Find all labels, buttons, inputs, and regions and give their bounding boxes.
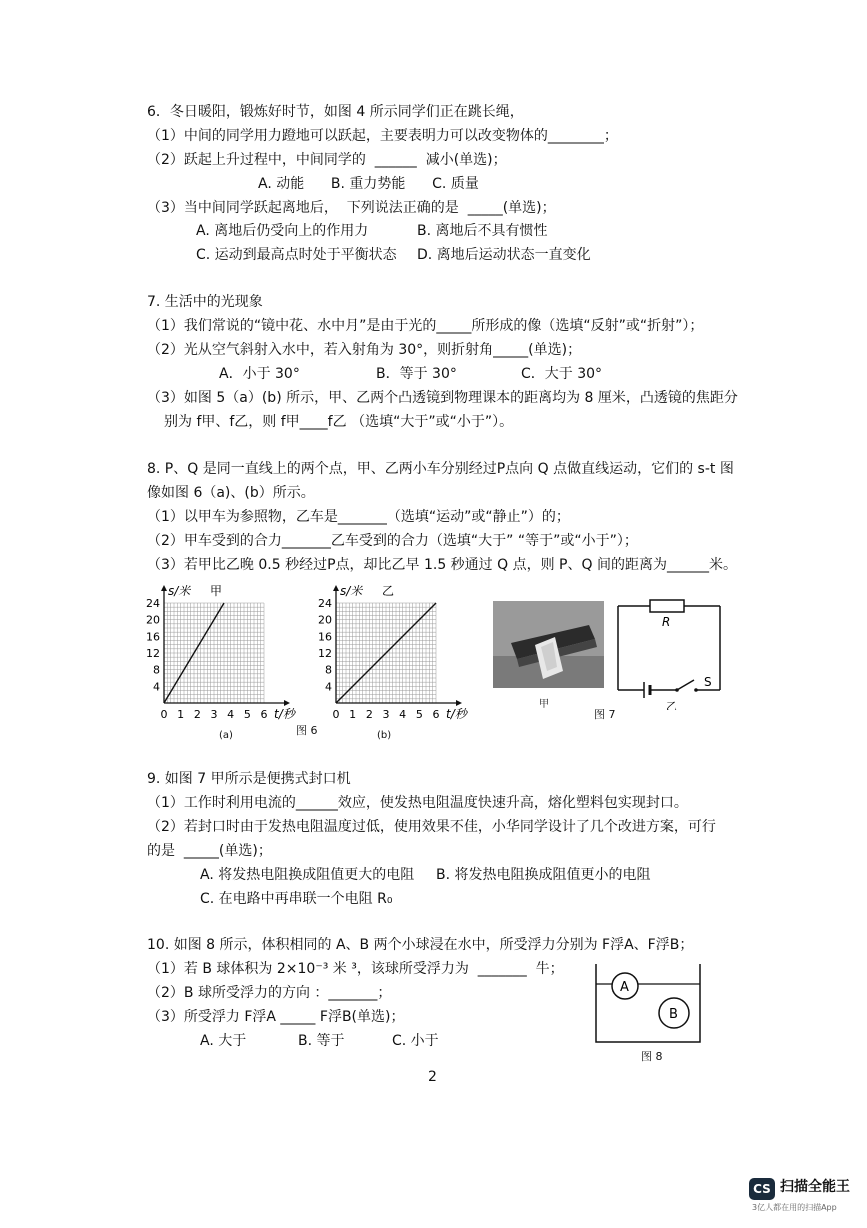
x-tick-label: 6 [260,708,268,721]
y-tick-label: 8 [153,663,160,677]
q6-option-b: B. 离地后不具有惯性 [417,223,548,239]
y-tick-label: 16 [318,630,332,644]
resistor-label: R [662,615,671,629]
fig6-caption: 图 6 [296,724,318,737]
x-tick-label: 0 [160,708,168,721]
y-tick-label: 8 [325,663,332,677]
x-axis-arrow [284,700,290,706]
sealer-photo [493,601,604,688]
q9-option-b: B. 将发热电阻换成阻值更小的电阻 [436,867,651,883]
fig7-photo-label: 甲 [539,699,549,710]
x-tick-label: 5 [415,708,423,721]
x-tick-label: 2 [193,708,201,721]
y-tick-label: 20 [146,613,160,627]
q10-option-c: C. 小于 [392,1033,439,1049]
x-tick-label: 3 [210,708,218,721]
y-tick-label: 20 [318,613,332,627]
x-tick-label: 0 [332,708,340,721]
q7-part1: （1）我们常说的“镜中花、水中月”是由于光的_____所形成的像（选填“反射”或“折射”）； [147,318,704,334]
q7-part3-line1: （3）如图 5（a）(b) 所示，甲、乙两个凸透镜到物理课本的距离均为 8 厘米，凸透镜的焦距分 [147,390,738,406]
scanner-name: 扫描全能王 [780,1179,850,1195]
fig8-caption: 图 8 [641,1050,663,1063]
x-axis-arrow [456,700,462,706]
y-axis-arrow [161,585,167,591]
x-tick-label: 1 [349,708,357,721]
beaker-diagram [588,962,708,1044]
x-tick-label: 1 [177,708,185,721]
x-tick-label: 4 [399,708,407,721]
series-label: 甲 [210,584,223,598]
y-tick-label: 16 [146,630,160,644]
q6-part2-options: A. 动能 B. 重力势能 C. 质量 [258,176,479,192]
q6-part3: （3）当中间同学跃起离地后， 下列说法正确的是 _____(单选)； [147,200,556,216]
q6-option-c: C. 运动到最高点时处于平衡状态 [196,247,397,263]
x-tick-label: 4 [227,708,235,721]
x-axis-label: t/秒 [274,707,295,721]
y-tick-label: 12 [146,647,160,660]
q7-option-a: A．小于 30° [219,366,300,382]
q9-part2-line2: 的是 _____(单选)； [147,843,272,859]
sealer-illustration [493,601,604,688]
q10-option-b: B. 等于 [298,1033,345,1049]
resistor-symbol [650,600,684,612]
q7-part3-line2: 别为 f甲、f乙，则 f甲____f乙 （选填“大于”或“小于”）。 [164,414,514,430]
q8-part3: （3）若甲比乙晚 0.5 秒经过P点，却比乙早 1.5 秒通过 Q 点，则 P、Q 间的距离为______米。 [147,557,737,573]
y-tick-label: 4 [325,680,332,694]
q7-stem: 7. 生活中的光现象 [147,294,263,310]
q9-part2-line1: （2）若封口时由于发热电阻温度过低，使用效果不佳，小华同学设计了几个改进方案，可行 [147,819,716,835]
q7-option-c: C．大于 30° [521,366,603,382]
page-number: 2 [428,1069,437,1085]
fig7-caption: 图 7 [594,708,616,721]
q10-part3: （3）所受浮力 F浮A _____ F浮B(单选)； [147,1009,405,1025]
y-tick-label: 12 [318,647,332,660]
y-axis-arrow [333,585,339,591]
st-graph-a [140,578,310,723]
fig7-circuit-label: 乙 [666,700,677,710]
q10-part2: （2）B 球所受浮力的方向 ：_______； [147,985,392,1001]
y-axis-label: s/米 [168,584,191,598]
x-tick-label: 5 [243,708,251,721]
x-tick-label: 2 [365,708,373,721]
q9-option-c: C. 在电路中再串联一个电阻 R₀ [200,891,393,907]
q6-stem: 6．冬日暖阳，锻炼好时节，如图 4 所示同学们正在跳长绳， [147,104,524,120]
q8-part2: （2）甲车受到的合力_______乙车受到的合力（选填“大于” “等于”或“小于”）； [147,533,638,549]
q7-option-b: B．等于 30° [376,366,457,382]
q8-stem-line1: 8. P、Q 是同一直线上的两个点，甲、乙两小车分别经过P点向 Q 点做直线运动，它们的 s-t 图 [147,461,734,477]
ball-a-label: A [620,980,629,995]
switch-symbol [677,680,694,690]
x-tick-label: 3 [382,708,390,721]
fig6-a-label: (a) [219,730,233,741]
q6-part1: （1）中间的同学用力蹬地可以跃起，主要表明力可以改变物体的________； [147,128,618,144]
x-tick-label: 6 [432,708,440,721]
x-axis-label: t/秒 [446,707,467,721]
series-label: 乙 [382,584,395,598]
q10-option-a: A. 大于 [200,1033,247,1049]
circuit-diagram [610,594,730,710]
st-graph-b [312,578,482,723]
q8-stem-line2: 像如图 6（a)、(b）所示。 [147,485,315,501]
y-axis-label: s/米 [340,584,363,598]
switch-label: S [704,675,712,689]
q6-part2: （2）跃起上升过程中，中间同学的 ______ 减小(单选)； [147,152,507,168]
fig6-b-label: (b) [377,730,392,741]
q6-option-d: D. 离地后运动状态一直变化 [417,247,591,263]
q10-part1: （1）若 B 球体积为 2×10⁻³ 米 ³，该球所受浮力为 _______ 牛； [147,961,564,977]
q9-option-a: A. 将发热电阻换成阻值更大的电阻 [200,867,415,883]
camscanner-logo-icon: CS [749,1178,775,1200]
y-tick-label: 24 [146,597,160,610]
q9-stem: 9. 如图 7 甲所示是便携式封口机 [147,771,351,787]
ball-b-label: B [669,1007,678,1022]
q6-option-a: A. 离地后仍受向上的作用力 [196,223,369,239]
scanner-tagline: 3亿人都在用的扫描App [752,1203,837,1212]
q10-stem: 10. 如图 8 所示，体积相同的 A、B 两个小球浸在水中，所受浮力分别为 F浮A、F浮B； [147,937,694,953]
q7-part2: （2）光从空气斜射入水中，若入射角为 30°，则折射角_____(单选)； [147,342,582,358]
y-tick-label: 4 [153,680,160,694]
q8-part1: （1）以甲车为参照物，乙车是_______（选填“运动”或“静止”）的； [147,509,570,525]
y-tick-label: 24 [318,597,332,610]
q9-part1: （1）工作时利用电流的______效应，使发热电阻温度快速升高，熔化塑料包实现封口。 [147,795,688,811]
